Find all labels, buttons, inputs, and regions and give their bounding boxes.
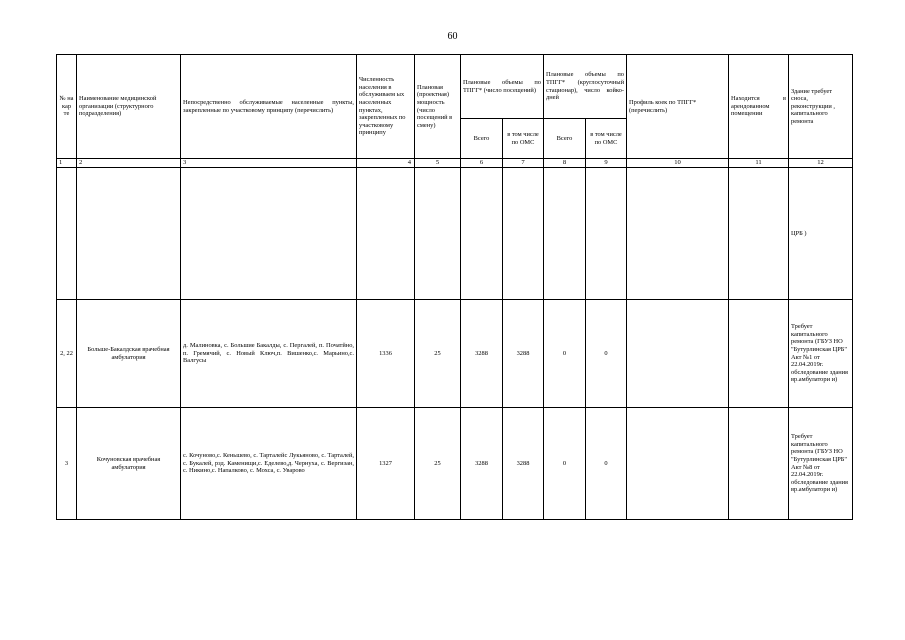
medical-organizations-table [56,54,853,520]
column-number: 12 [789,159,853,168]
row-visits-total: 3288 [461,408,503,520]
row-population: 1336 [357,300,415,408]
column-number: 5 [415,159,461,168]
row-beddays-total: 0 [544,408,586,520]
column-number: 7 [503,159,544,168]
row-rented [729,300,789,408]
header-row-1 [57,55,853,119]
header-planned-visits: Плановые объемы по ТПГГ* (число посещений) [461,55,544,119]
column-number: 6 [461,159,503,168]
row-settlements: д. Малиновка, с. Большие Бакалды, с. Пергалей, п. Початйно, п. Гремячий, с. Новый Ключ,п. Вишенко,с. Марьино,с. Валгусы [181,300,357,408]
row-bed-profile [627,408,729,520]
header-beddays-total: Всего [544,119,586,159]
header-population: Численность населения в обслуживаем ых населенных пунктах, закрепленных по участковому принципу [357,55,415,159]
row-beddays-oms: 0 [586,300,627,408]
column-number: 4 [357,159,415,168]
row-repair-required: Требует капитального ремонта (ГБУЗ НО "Бутурлинская ЦРБ" Акт №8 от 22.04.2019г. обследование здания вр.амбулатори и) [789,408,853,520]
row-population: 1327 [357,408,415,520]
row-beddays-total: 0 [544,300,586,408]
header-capacity: Плановая (проектная) мощность (число посещений в смену) [415,55,461,159]
table-row [57,300,853,408]
column-number: 1 [57,159,77,168]
row-bed-profile [627,300,729,408]
row-organization-name: Больше-Бакалдская врачебная амбулатория [77,300,181,408]
column-number: 9 [586,159,627,168]
row-map-number: 3 [57,408,77,520]
row-capacity: 25 [415,408,461,520]
row-visits-total: 3288 [461,300,503,408]
header-beddays-oms: в том числе по ОМС [586,119,627,159]
page-number: 60 [447,31,458,42]
row-repair-required: Требует капитального ремонта (ГБУЗ НО "Бутурлинская ЦРБ" Акт №1 от 22.04.2019г. обследование здания вр.амбулатори и) [789,300,853,408]
table-row-continuation [57,168,853,300]
header-map-number: № на кар те [57,55,77,159]
header-repair-required: Здание требует сноса, реконструкции , капитального ремонта [789,55,853,159]
row-beddays-oms: 0 [586,408,627,520]
continuation-repair-cell: ЦРБ ) [789,168,853,300]
header-visits-oms: в том числе по ОМС [503,119,544,159]
header-rented-premises: Находится в арендованном помещении [729,55,789,159]
column-number: 8 [544,159,586,168]
column-number: 2 [77,159,181,168]
row-visits-oms: 3288 [503,300,544,408]
row-organization-name: Кочуновская врачебная амбулатория [77,408,181,520]
table-row [57,408,853,520]
header-organization-name: Наименование медицинской организации (структурного подразделения) [77,55,181,159]
header-bed-profile: Профиль коек по ТПГГ* (перечислить) [627,55,729,159]
row-rented [729,408,789,520]
header-visits-total: Всего [461,119,503,159]
column-number-row [57,159,853,168]
row-capacity: 25 [415,300,461,408]
header-settlements: Непосредственно обслуживаемые населенные пункты, закрепленные по участковому принципу (перечислить) [181,55,357,159]
row-map-number: 2, 22 [57,300,77,408]
row-visits-oms: 3288 [503,408,544,520]
row-settlements: с. Кочуново,с. Кеньшево, с. Тарталейс Лукьяново, с. Тарталей, с. Букалей, рзд. Каменищи,с. Еделево,д. Чернуха, с. Вергизан, с. Никино,с. Напалково, с. Мохса, с. Уварово [181,408,357,520]
column-number: 3 [181,159,357,168]
column-number: 10 [627,159,729,168]
header-planned-bed-days: Плановые объемы по ТПГГ* (круглосуточный стационар), число койко-дней [544,55,627,119]
column-number: 11 [729,159,789,168]
